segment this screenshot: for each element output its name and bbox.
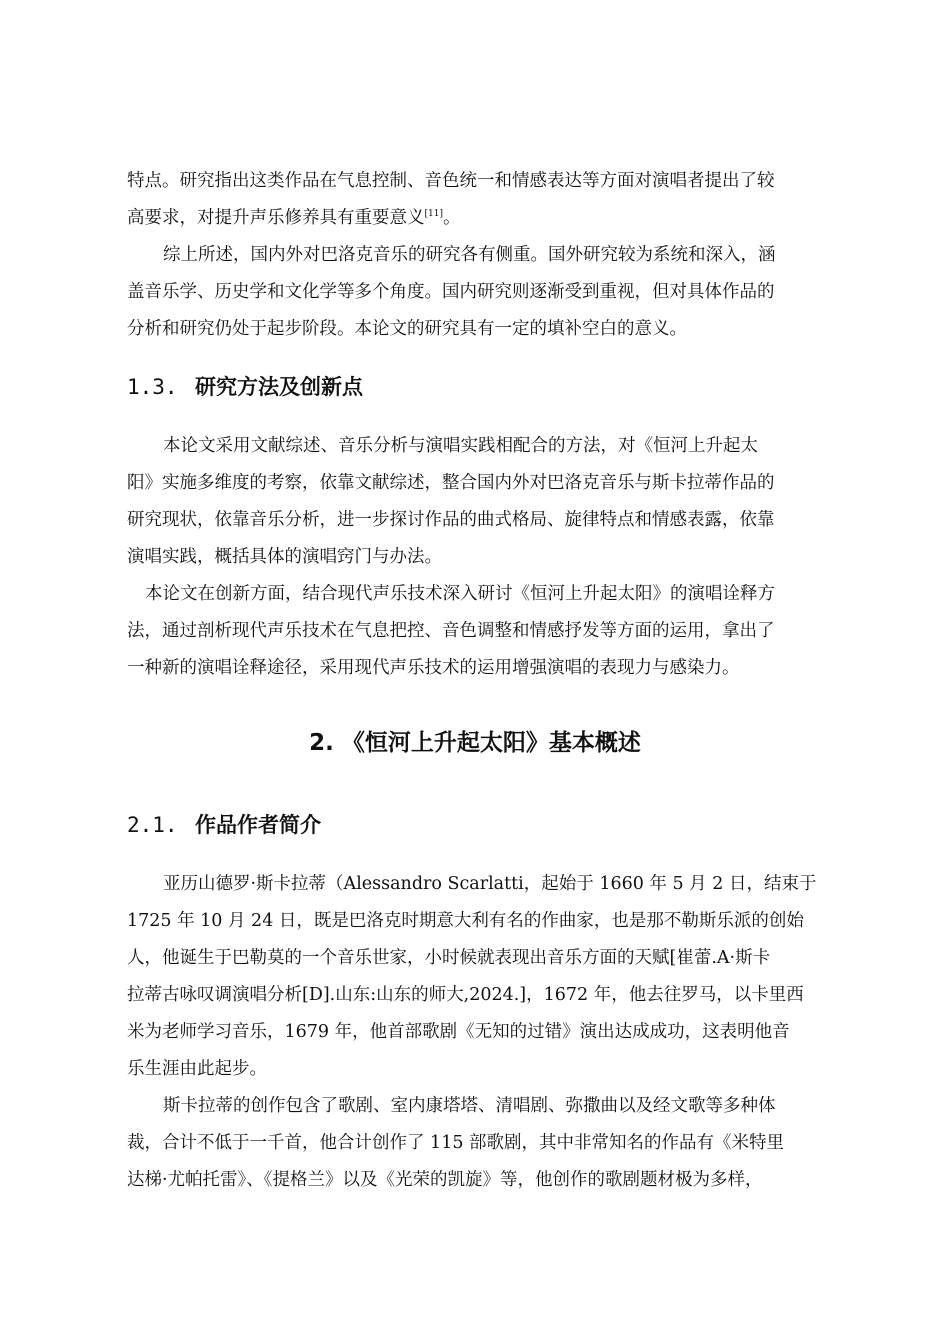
section-title: 作品作者简介: [195, 813, 321, 837]
text-line: 裁，合计不低于一千首，他合计创作了 115 部歌剧，其中非常知名的作品有《米特里: [127, 1133, 785, 1153]
paragraph-methods: [127, 428, 841, 576]
section-number: 2.1.: [127, 813, 178, 837]
text-line: [127, 200, 841, 237]
section-heading-1-3: [127, 371, 363, 401]
text-line: 研究现状，依靠音乐分析，进一步探讨作品的曲式格局、旋律特点和情感表露，依靠: [127, 510, 775, 530]
text-line: 达梯·尤帕托雷》、《提格兰》以及《光荣的凯旋》等，他创作的歌剧题材极为多样，: [127, 1170, 763, 1190]
text-line: 法，通过剖析现代声乐技术在气息把控、音色调整和情感抒发等方面的运用，拿出了: [127, 621, 775, 641]
paragraph-innovation: [127, 576, 841, 687]
text-line: 斯卡拉蒂的创作包含了歌剧、室内康塔塔、清唱剧、弥撒曲以及经文歌等多种体: [163, 1096, 776, 1116]
text-line: 人，他诞生于巴勒莫的一个音乐世家，小时候就表现出音乐方面的天赋[崔蕾.A·斯卡: [127, 948, 771, 968]
text-line: 拉蒂古咏叹调演唱分析[D].山东:山东的师大,2024.]，1672 年，他去往罗马，以卡里西: [127, 985, 804, 1005]
paragraph-continuation: [127, 163, 841, 237]
section-number: 1.3.: [127, 375, 178, 399]
text-line: 分析和研究仍处于起步阶段。本论文的研究具有一定的填补空白的意义。: [127, 319, 687, 339]
text-line: 亚历山德罗·斯卡拉蒂（Alessandro Scarlatti，起始于 1660 年 5 月 2 日，结束于: [163, 874, 817, 894]
text-line: 特点。研究指出这类作品在气息控制、音色统一和情感表达等方面对演唱者提出了较: [127, 171, 775, 191]
paragraph-works: [127, 1088, 841, 1199]
text-line: 综上所述，国内外对巴洛克音乐的研究各有侧重。国外研究较为系统和深入，涵: [163, 245, 776, 265]
text-line: 本论文在创新方面，结合现代声乐技术深入研讨《恒河上升起太阳》的演唱诠释方: [145, 584, 775, 604]
section-heading-2-1: [127, 809, 321, 839]
text-line: 1725 年 10 月 24 日，既是巴洛克时期意大利有名的作曲家，也是那不勒斯乐派的创始: [127, 911, 804, 931]
text-line: 乐生涯由此起步。: [127, 1059, 267, 1079]
text-line: 米为老师学习音乐，1679 年，他首部歌剧《无知的过错》演出达成成功，这表明他音: [127, 1022, 790, 1042]
paragraph-summary: [127, 237, 841, 348]
paragraph-author-bio: [127, 866, 841, 1088]
chapter-heading-2: 2. 《恒河上升起太阳》基本概述: [309, 730, 641, 756]
text-line: 阳》实施多维度的考察，依靠文献综述，整合国内外对巴洛克音乐与斯卡拉蒂作品的: [127, 473, 775, 493]
text-segment: 高要求，对提升声乐修养具有重要意义: [127, 208, 425, 228]
text-line: 一种新的演唱诠释途径，采用现代声乐技术的运用增强演唱的表现力与感染力。: [127, 658, 740, 678]
text-line: 本论文采用文献综述、音乐分析与演唱实践相配合的方法，对《恒河上升起太: [163, 436, 758, 456]
text-line: 演唱实践，概括具体的演唱窍门与办法。: [127, 547, 442, 567]
section-title: 研究方法及创新点: [195, 375, 363, 399]
citation-marker: [11]: [424, 209, 443, 219]
text-segment: 。: [442, 208, 461, 228]
text-line: 盖音乐学、历史学和文化学等多个角度。国内研究则逐渐受到重视，但对具体作品的: [127, 282, 775, 302]
